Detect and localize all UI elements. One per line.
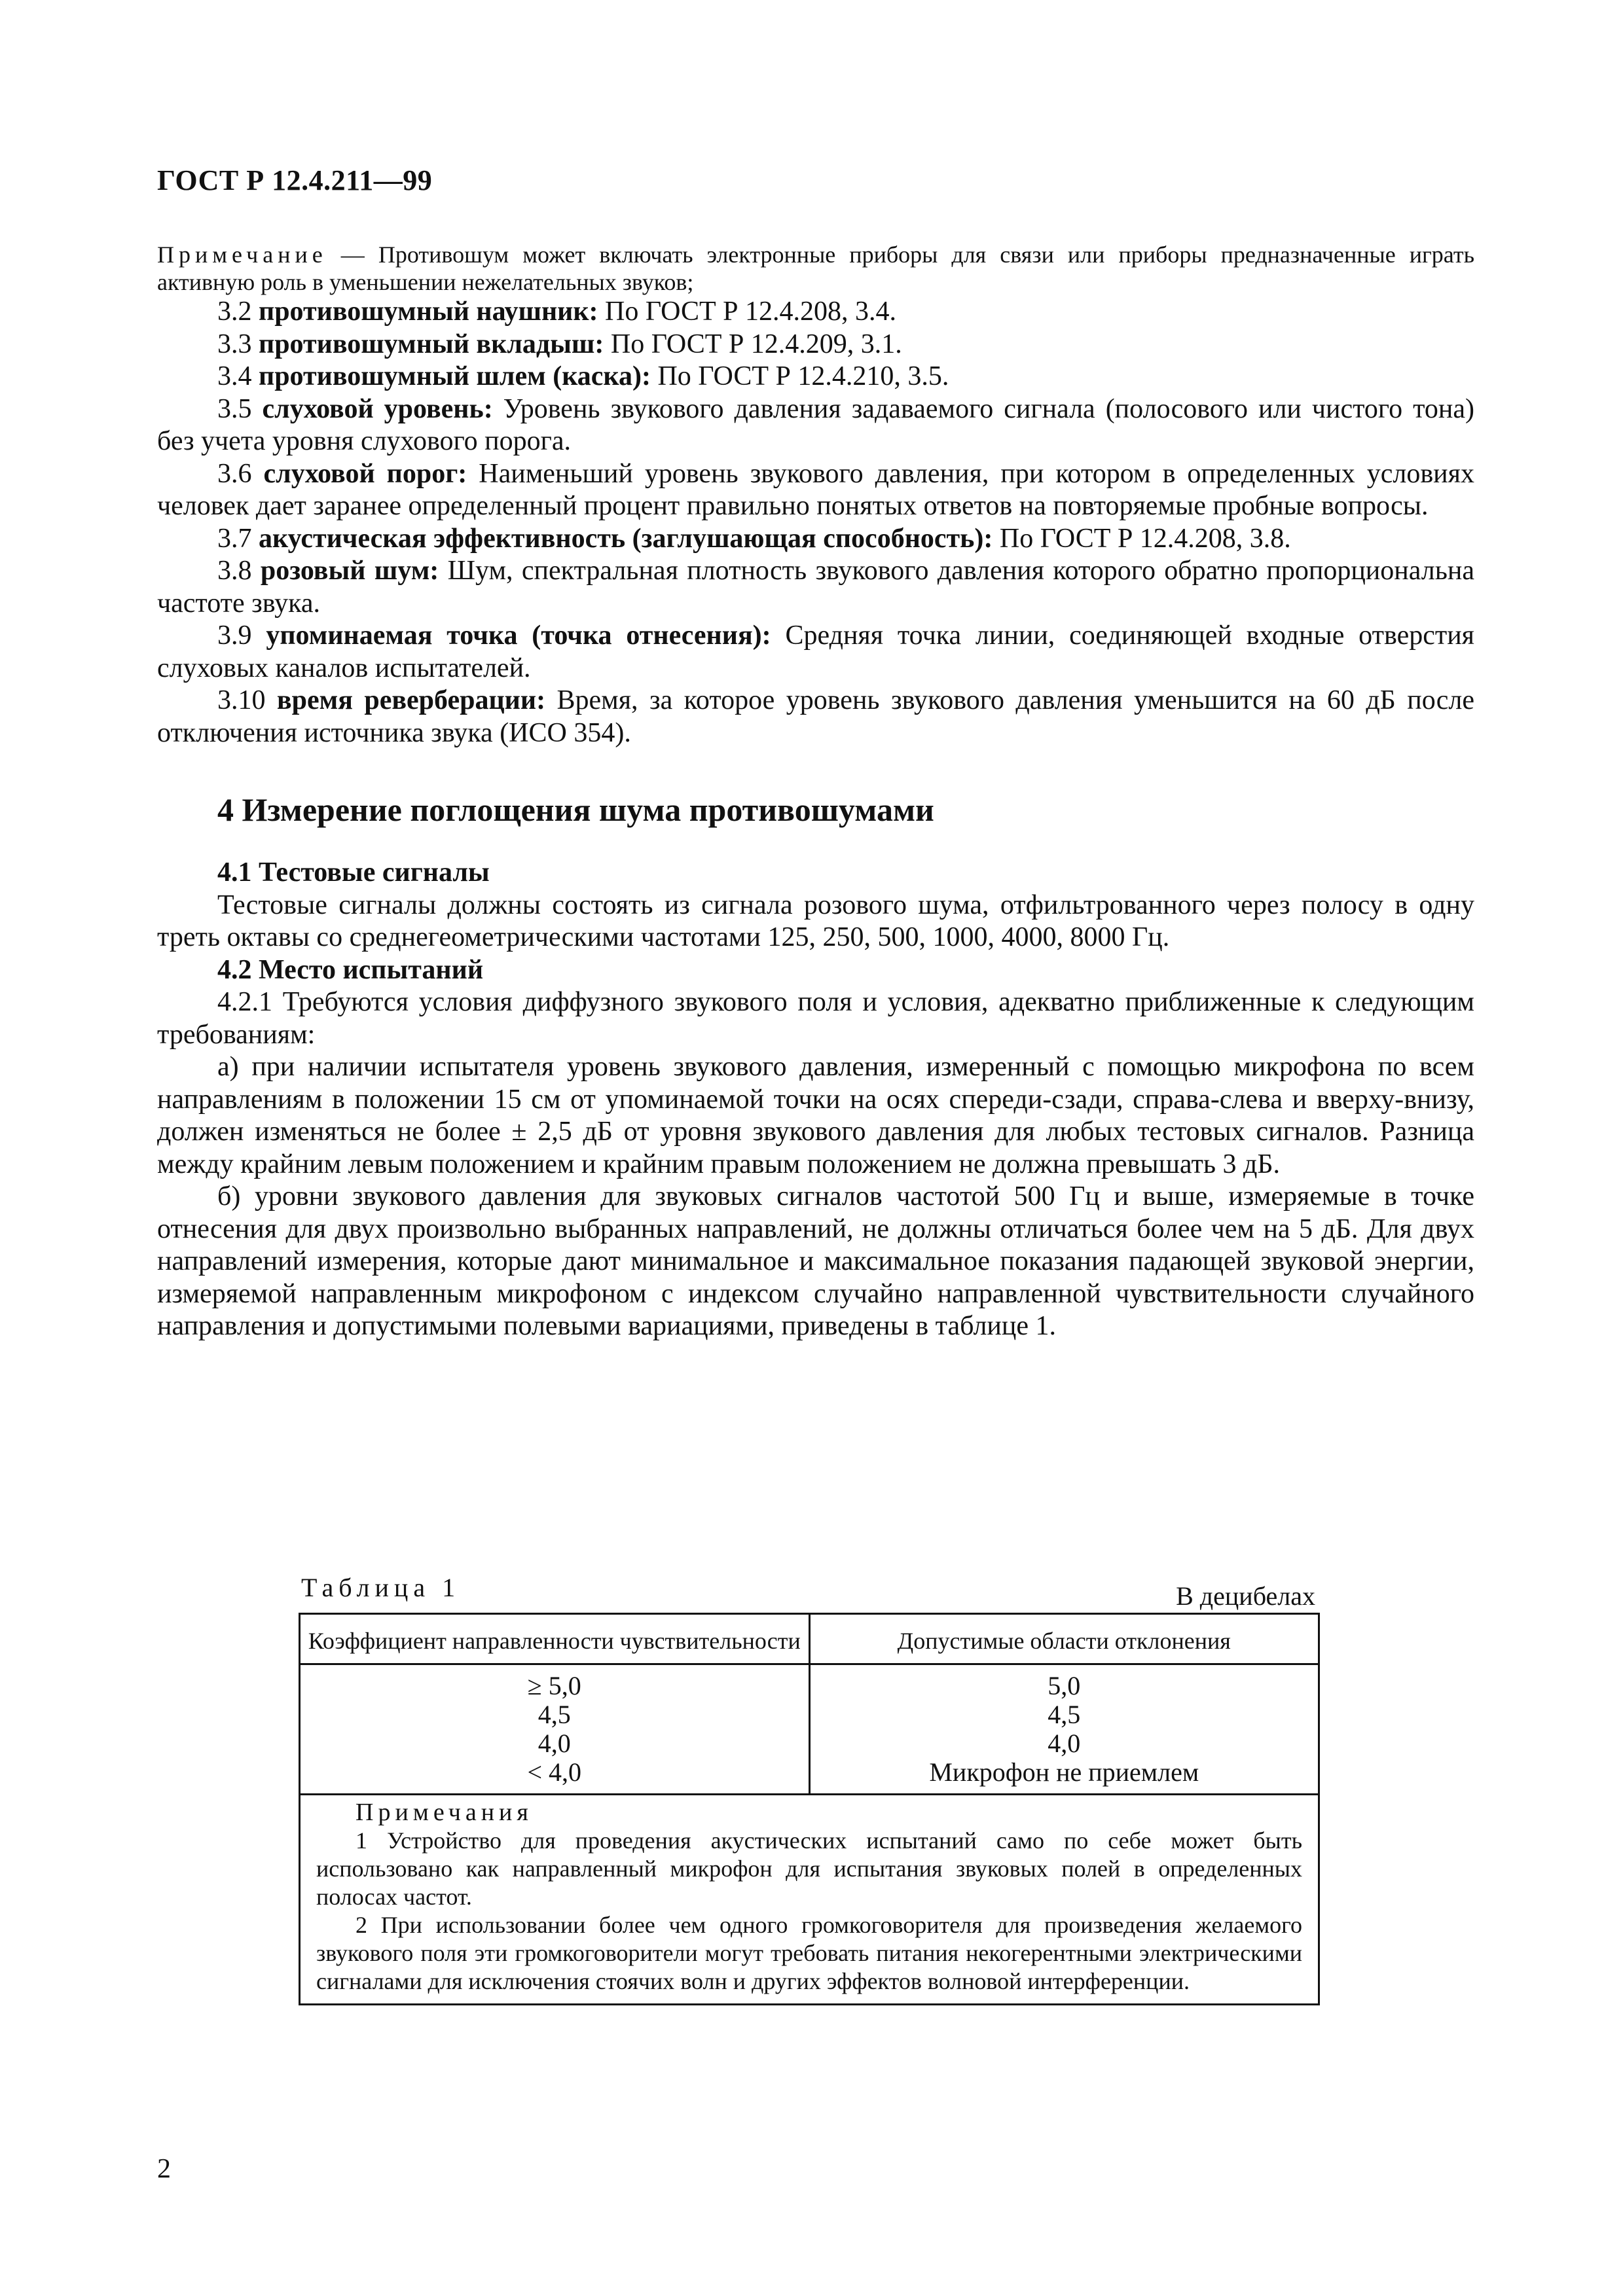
- term-name: розовый шум:: [260, 556, 439, 586]
- term-number: 3.6: [217, 458, 264, 489]
- table-row: 4,0: [538, 1729, 571, 1758]
- term-3-10: [157, 685, 1474, 749]
- section-4-1-heading: 4.1 Тестовые сигналы: [217, 857, 490, 888]
- table-row: ≥ 5,0: [527, 1671, 581, 1700]
- term-text: По ГОСТ Р 12.4.208, 3.4.: [598, 296, 896, 327]
- term-number: 3.5: [217, 393, 263, 424]
- table-row: < 4,0: [527, 1757, 582, 1787]
- table-header-row: [300, 1614, 1319, 1664]
- table-row: 4,0: [1048, 1729, 1081, 1758]
- table-row: 5,0: [1048, 1671, 1081, 1700]
- section-4-heading: 4 Измерение поглощения шума противошумами: [217, 791, 934, 828]
- deviation-cell: [809, 1664, 1319, 1795]
- term-number: 3.10: [217, 685, 277, 715]
- table-notes: [300, 1795, 1319, 2005]
- term-3-2: [157, 296, 1474, 329]
- term-3-6: [157, 458, 1474, 523]
- col-header-coefficient: Коэффициент направленности чувствительности: [300, 1614, 810, 1664]
- term-name: противошумный вкладыш:: [259, 329, 604, 359]
- term-text: Шум, спектральная плотность звукового давления которого обратно пропорциональна частоте звука.: [157, 556, 1474, 619]
- notes-title: Примечания: [356, 1799, 533, 1826]
- term-number: 3.2: [217, 296, 259, 327]
- section-4-1-text: Тестовые сигналы должны состоять из сигнала розового шума, отфильтрованного через полосу в одну треть октавы со среднегеометрическими частотами 125, 250, 500, 1000, 4000, 8000 Гц.: [157, 889, 1474, 952]
- term-number: 3.4: [217, 361, 259, 391]
- item-a-text: а) при наличии испытателя уровень звукового давления, измеренный с помощью микрофона по всем направлениям в положении 15 см от упоминаемой точки на осях спереди-сзади, справа-слева и вверху-внизу, должен изменяться не более ± 2,5 дБ от уровня звукового давления для любых тестовых сигналов. Разница между крайним левым положением и крайним правым положением не должна превышать 3 дБ.: [157, 1052, 1474, 1179]
- table-values-row: [300, 1664, 1319, 1795]
- note-2: 2 При использовании более чем одного громкоговорителя для произведения желаемого звукового поля эти громкоговорители могут требовать питания некогерентными электрическими сигналами для исключения стоячих волн и других эффектов волновой интерференции.: [316, 1912, 1302, 1994]
- term-name: слуховой уровень:: [262, 393, 493, 424]
- term-text: По ГОСТ Р 12.4.209, 3.1.: [604, 329, 902, 359]
- term-text: Время, за которое уровень звукового давления уменьшится на 60 дБ после отключения источника звука (ИСО 354).: [157, 685, 1474, 748]
- term-3-4: [157, 361, 1474, 393]
- term-number: 3.9: [217, 620, 266, 651]
- term-3-7: [157, 523, 1474, 556]
- term-name: акустическая эффективность (заглушающая способность):: [259, 523, 993, 554]
- term-name: противошумный наушник:: [259, 296, 598, 327]
- term-3-8: [157, 555, 1474, 620]
- table-row: Микрофон не приемлем: [929, 1757, 1199, 1787]
- term-number: 3.3: [217, 329, 259, 359]
- term-3-3: [157, 329, 1474, 361]
- note-paragraph: [157, 241, 1474, 296]
- term-text: Средняя точка линии, соединяющей входные отверстия слуховых каналов испытателей.: [157, 620, 1475, 683]
- table-row: 4,5: [1048, 1700, 1081, 1729]
- term-3-5: [157, 393, 1474, 458]
- term-text: По ГОСТ Р 12.4.210, 3.5.: [650, 361, 949, 391]
- page-number: 2: [157, 2154, 171, 2184]
- table-caption: Таблица 1: [301, 1573, 461, 1602]
- term-number: 3.8: [217, 556, 261, 586]
- table-unit: В децибелах: [1176, 1581, 1315, 1611]
- coefficient-cell: [300, 1664, 810, 1795]
- item-b-text: б) уровни звукового давления для звуковых сигналов частотой 500 Гц и выше, измеряемые в точке отнесения для двух произвольно выбранных направлений, не должны отличаться более чем на 5 дБ. Для двух направлений измерения, которые дают минимальное и максимальное показания падающей звуковой энергии, измеряемой направленным микрофоном с индексом случайно направленной чувствительности случайного направления и допустимыми полевыми вариациями, приведены в таблице 1.: [157, 1181, 1474, 1341]
- section-4-2-1-text: 4.2.1 Требуются условия диффузного звукового поля и условия, адекватно приближенные к следующим требованиям:: [157, 987, 1474, 1050]
- col-header-deviation: Допустимые области отклонения: [809, 1614, 1319, 1664]
- term-name: слуховой порог:: [263, 458, 467, 489]
- table-row: 4,5: [538, 1700, 571, 1729]
- term-3-9: [157, 620, 1474, 685]
- note-1: 1 Устройство для проведения акустических испытаний само по себе может быть использовано как направленный микрофон для испытания звуковых полей в определенных полосах частот.: [316, 1827, 1302, 1910]
- table-1: [299, 1613, 1320, 2005]
- document-header: ГОСТ Р 12.4.211—99: [157, 164, 433, 196]
- note-label: Примечание: [157, 242, 327, 268]
- document-body: [157, 241, 1474, 1343]
- term-name: упоминаемая точка (точка отнесения):: [266, 620, 771, 651]
- note-text: — Противошум может включать электронные приборы для связи или приборы предназначенные играть активную роль в уменьшении нежелательных звуков;: [157, 242, 1474, 295]
- table-notes-row: [300, 1795, 1319, 2005]
- term-name: время реверберации:: [276, 685, 546, 715]
- term-text: Уровень звукового давления задаваемого сигнала (полосового или чистого тона) без учета уровня слухового порога.: [157, 393, 1474, 456]
- term-text: Наименьший уровень звукового давления, при котором в определенных условиях человек дает заранее определенный процент правильно понятых ответов на повторяемые пробные вопросы.: [157, 458, 1474, 521]
- term-number: 3.7: [217, 523, 259, 554]
- term-name: противошумный шлем (каска):: [259, 361, 651, 391]
- term-text: По ГОСТ Р 12.4.208, 3.8.: [993, 523, 1291, 554]
- section-4-2-heading: 4.2 Место испытаний: [217, 954, 484, 985]
